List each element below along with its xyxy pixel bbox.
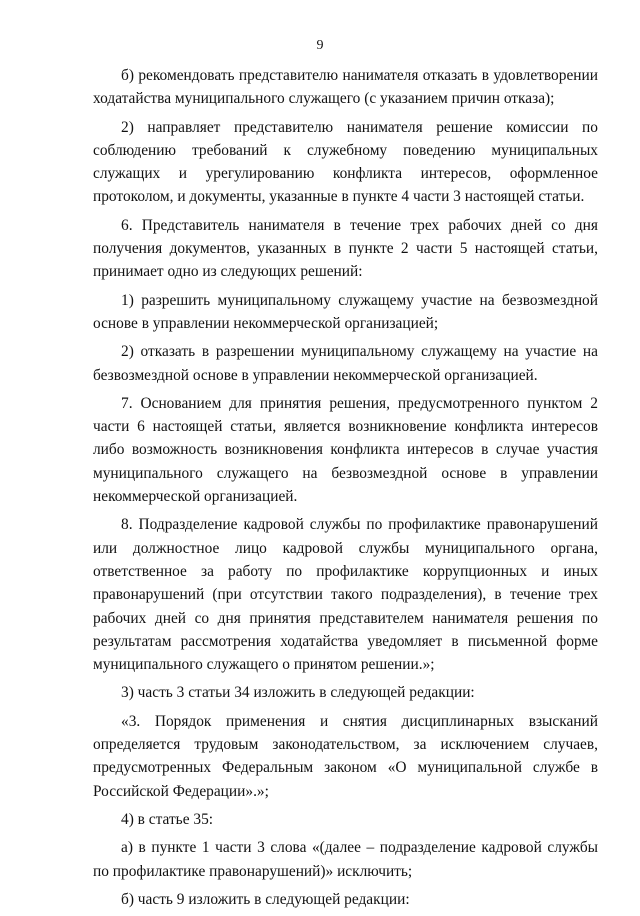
paragraph: 2) направляет представителю нанимателя решение комиссии по соблюдению требований к служебному поведению муниципальных служащих и урегулированию конфликта интересов, оформленное протоколом, и документы, указанные в пункте 4 части 3 настоящей статьи. [93, 118, 598, 206]
paragraph: 8. Подразделение кадровой службы по профилактике правонарушений или должностное лицо кадровой службы муниципального органа, ответственное за работу по профилактике коррупционных и иных правонарушений (при отсутствии такого подразделения), в течение трех рабочих дней со дня принятия представителем нанимателя решения по результатам рассмотрения ходатайства уведомляет в письменной форме муниципального служащего о принятом решении.»; [93, 516, 598, 674]
page-number: 9 [316, 38, 324, 53]
paragraph: 4) в статье 35: [121, 810, 214, 828]
paragraph: «3. Порядок применения и снятия дисциплинарных взысканий определяется трудовым законодательством, за исключением случаев, предусмотренных Федеральным законом «О муниципальной службе в Российской Федерации».»; [93, 712, 598, 800]
paragraph: 1) разрешить муниципальному служащему участие на безвозмездной основе в управлении некоммерческой организацией; [93, 291, 598, 332]
paragraph: 2) отказать в разрешении муниципальному служащему на участие на безвозмездной основе в управлении некоммерческой организацией. [93, 343, 598, 384]
paragraph: 6. Представитель нанимателя в течение трех рабочих дней со дня получения документов, указанных в пункте 2 части 5 настоящей статьи, принимает одно из следующих решений: [93, 216, 598, 281]
paragraph: 7. Основанием для принятия решения, предусмотренного пунктом 2 части 6 настоящей статьи, является возникновение конфликта интересов либо возможность возникновения конфликта интересов в случае участия муниципального служащего на безвозмездной основе в управлении некоммерческой организацией. [93, 394, 598, 506]
paragraph: 3) часть 3 статьи 34 изложить в следующей редакции: [121, 684, 475, 702]
paragraph: а) в пункте 1 части 3 слова «(далее – подразделение кадровой службы по профилактике правонарушений)» исключить; [93, 839, 598, 880]
paragraph: б) часть 9 изложить в следующей редакции: [121, 890, 410, 908]
paragraph: б) рекомендовать представителю нанимателя отказать в удовлетворении ходатайства муниципального служащего (с указанием причин отказа); [93, 67, 598, 108]
document-body [93, 64, 598, 916]
